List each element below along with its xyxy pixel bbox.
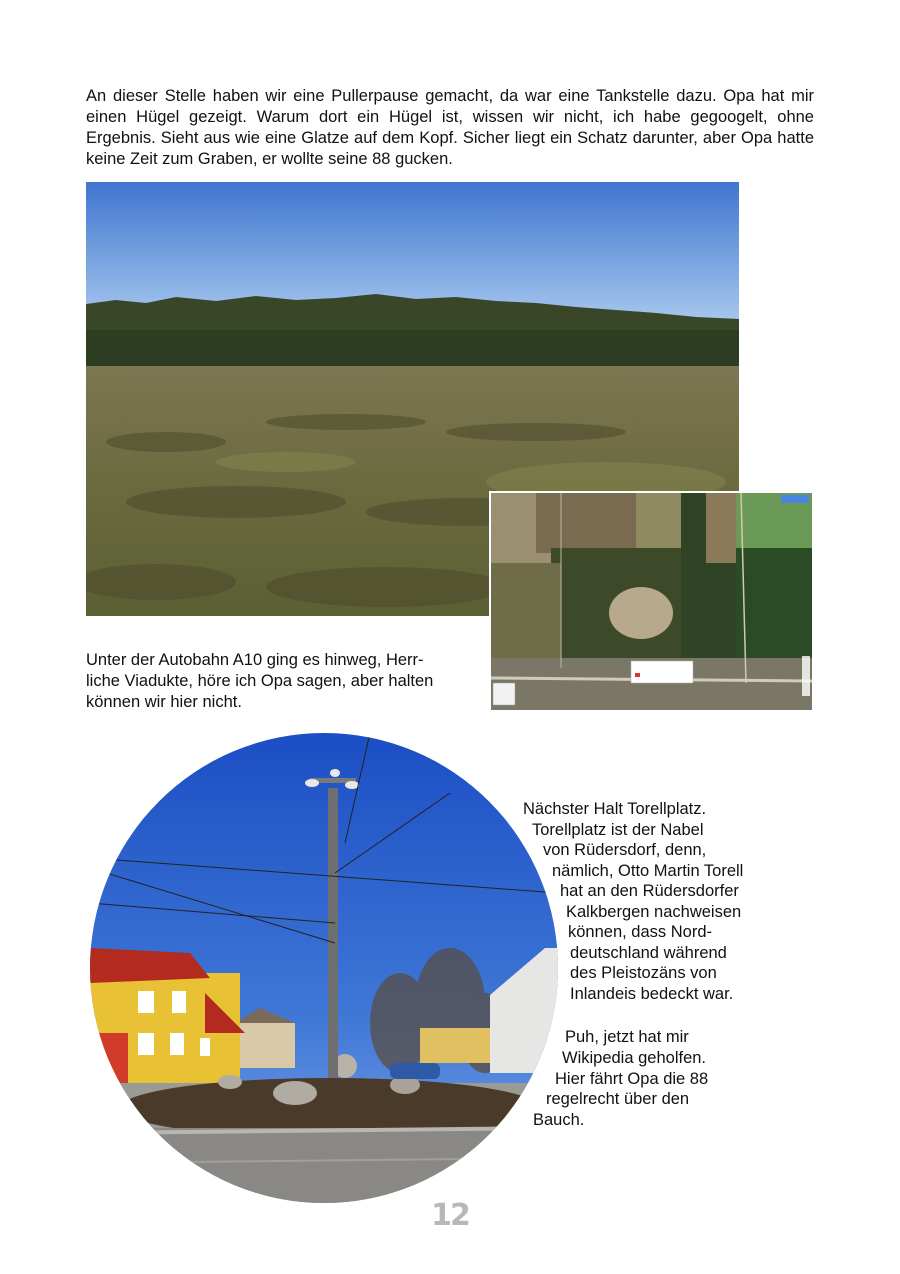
text-line: Kalkbergen nachweisen: [566, 902, 742, 921]
text-line: hat an den Rüdersdorfer: [560, 882, 739, 900]
aerial-map: [489, 491, 814, 712]
text-line: Wikipedia geholfen.: [562, 1048, 707, 1067]
text-line: Nächster Halt Torellplatz.: [523, 800, 707, 818]
text-line: Bauch.: [533, 1110, 585, 1129]
intro-paragraph: An dieser Stelle haben wir eine Pullerpause gemacht, da war eine Tankstelle dazu. Opa hat mir einen Hügel gezeigt. Warum dort ein Hügel ist, wissen wir nicht, ich habe gegoogelt, ohne Ergebnis. Sieht aus wie eine Glatze auf dem Kopf. Sicher liegt ein Schatz darunter, aber Opa hatte keine Zeit zum Graben, er wollte seine 88 gucken.: [86, 87, 814, 168]
torellplatz-photo: [90, 733, 558, 1203]
text-line: von Rüdersdorf, denn,: [543, 841, 707, 859]
text-line: des Pleistozäns von: [570, 964, 717, 982]
text-line: nämlich, Otto Martin Torell: [552, 861, 744, 880]
page-number: 12: [431, 1198, 469, 1233]
autobahn-caption: [86, 650, 476, 713]
text-line: Inlandeis bedeckt war.: [570, 985, 734, 1003]
caption-line: liche Viadukte, höre ich Opa sagen, aber halten: [86, 672, 434, 690]
text-line: Puh, jetzt hat mir: [565, 1028, 689, 1046]
caption-line: können wir hier nicht.: [86, 693, 242, 711]
text-line: Hier fährt Opa die 88: [555, 1070, 709, 1088]
text-line: regelrecht über den: [546, 1090, 690, 1108]
text-line: können, dass Nord-: [568, 923, 712, 941]
text-line: deutschland während: [570, 943, 727, 962]
text-line: Torellplatz ist der Nabel: [532, 820, 704, 839]
caption-line: Unter der Autobahn A10 ging es hinweg, Herr-: [86, 651, 424, 669]
